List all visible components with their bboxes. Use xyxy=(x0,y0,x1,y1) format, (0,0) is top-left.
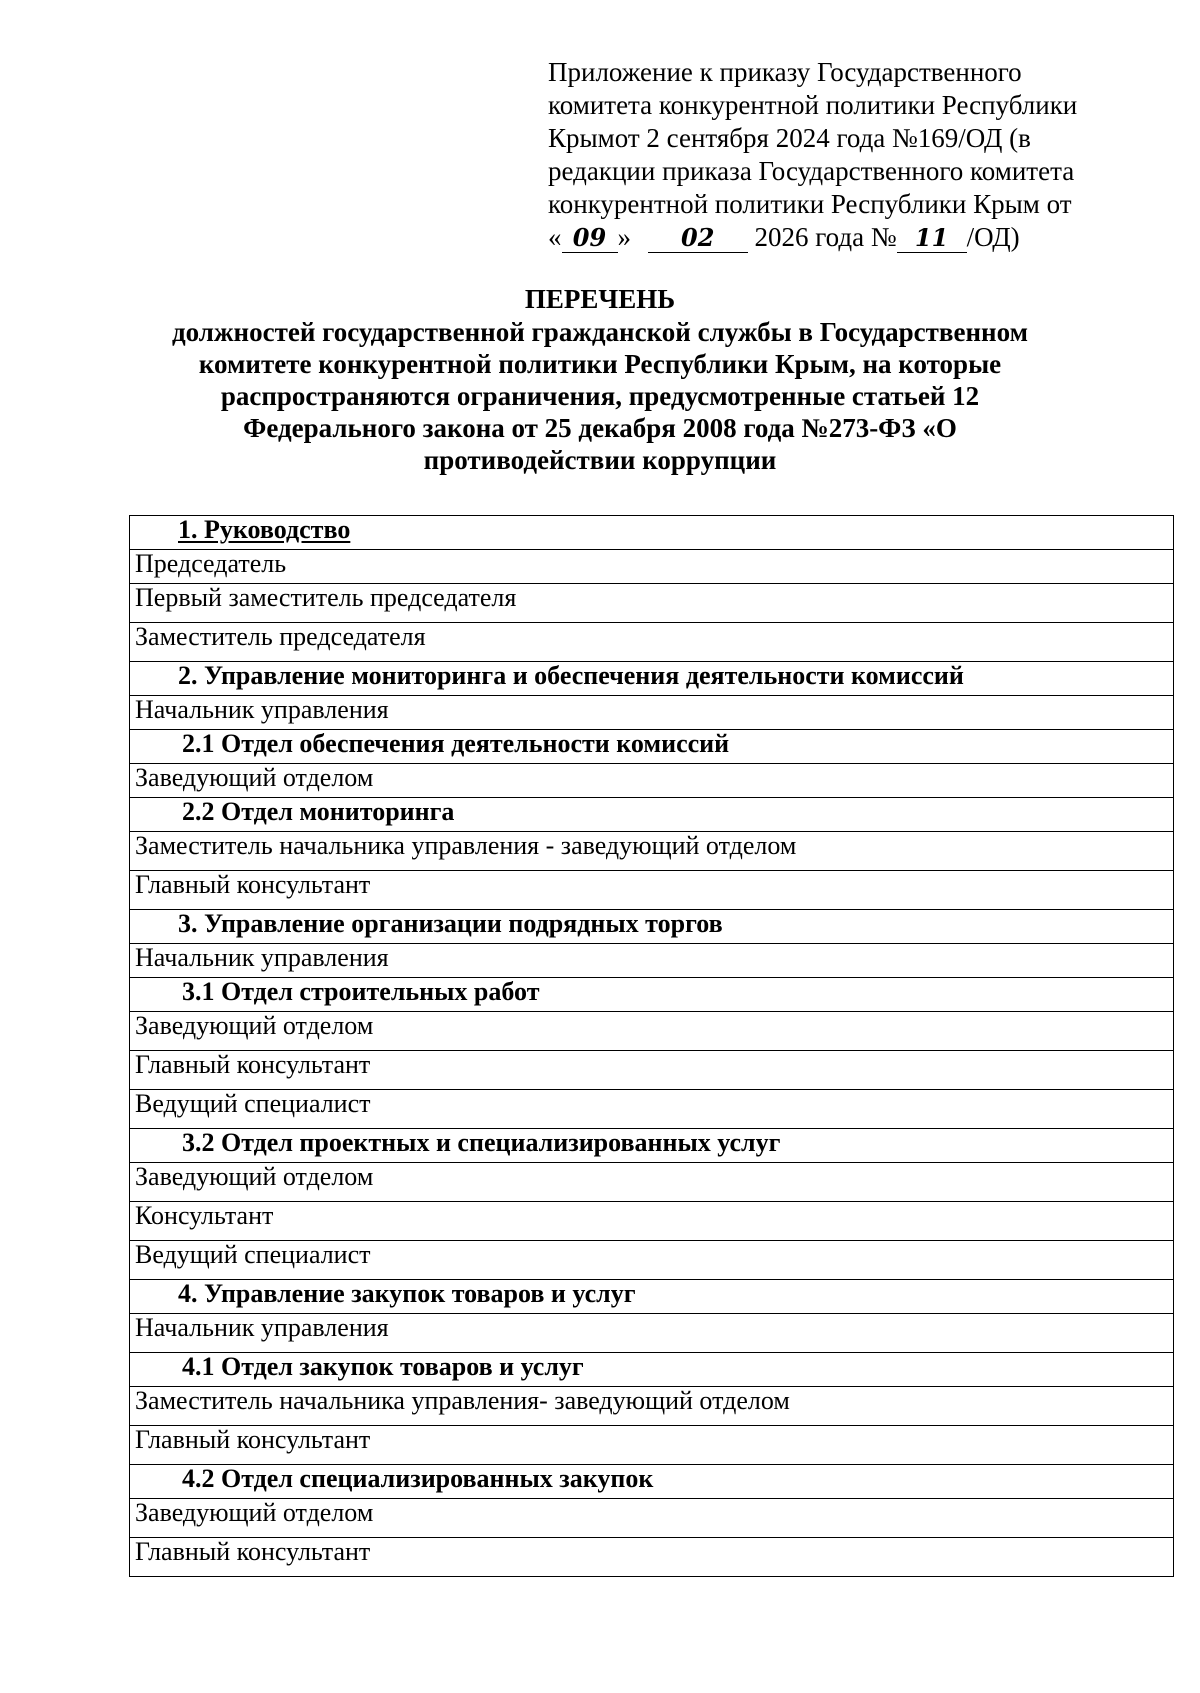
position-row xyxy=(130,1538,1174,1577)
document-title xyxy=(120,283,1080,476)
handwritten-month: 02 xyxy=(648,224,748,253)
position-name: Главный консультант xyxy=(130,1426,1174,1465)
title-line: противодействии коррупции xyxy=(423,445,777,475)
position-name: Первый заместитель председателя xyxy=(130,584,1174,623)
position-row xyxy=(130,1314,1174,1353)
handwritten-order-number: 11 xyxy=(897,224,967,253)
order-suffix: /ОД) xyxy=(966,222,1020,252)
section-row xyxy=(130,1280,1174,1314)
positions-table xyxy=(129,515,1174,1577)
section-title: 3. Управление организации подрядных торгов xyxy=(130,910,1174,944)
position-name: Заведующий отделом xyxy=(130,1012,1174,1051)
subsection-row xyxy=(130,1465,1174,1499)
position-row xyxy=(130,1426,1174,1465)
position-row xyxy=(130,1241,1174,1280)
title-heading: ПЕРЕЧЕНЬ xyxy=(524,284,676,314)
position-name: Заведующий отделом xyxy=(130,764,1174,798)
date-year-text: 2026 года № xyxy=(754,222,897,252)
position-row xyxy=(130,832,1174,871)
section-title: 2.2 Отдел мониторинга xyxy=(130,798,1174,832)
section-title: 2.1 Отдел обеспечения деятельности комиссий xyxy=(130,730,1174,764)
position-name: Главный консультант xyxy=(130,871,1174,910)
section-title: 3.2 Отдел проектных и специализированных услуг xyxy=(130,1129,1174,1163)
position-row xyxy=(130,1051,1174,1090)
position-row xyxy=(130,1090,1174,1129)
section-title: 1. Руководство xyxy=(130,516,1174,550)
position-row xyxy=(130,1387,1174,1426)
position-row xyxy=(130,1012,1174,1051)
position-row xyxy=(130,1499,1174,1538)
date-close-quote: » xyxy=(617,222,631,252)
annex-line: Крымот 2 сентября 2024 года №169/ОД (в xyxy=(548,123,1031,153)
position-name: Начальник управления xyxy=(130,696,1174,730)
section-title: 4.2 Отдел специализированных закупок xyxy=(130,1465,1174,1499)
position-row xyxy=(130,764,1174,798)
position-name: Председатель xyxy=(130,550,1174,584)
section-title: 4.1 Отдел закупок товаров и услуг xyxy=(130,1353,1174,1387)
section-row xyxy=(130,910,1174,944)
title-line: Федерального закона от 25 декабря 2008 года №273-ФЗ «О xyxy=(243,413,957,443)
annex-line: конкурентной политики Республики Крым от xyxy=(548,189,1072,219)
position-name: Ведущий специалист xyxy=(130,1241,1174,1280)
section-title: 2. Управление мониторинга и обеспечения деятельности комиссий xyxy=(130,662,1174,696)
subsection-row xyxy=(130,730,1174,764)
position-name: Заведующий отделом xyxy=(130,1499,1174,1538)
position-name: Начальник управления xyxy=(130,944,1174,978)
date-open-quote: « xyxy=(548,222,562,252)
annex-line: комитета конкурентной политики Республики xyxy=(548,90,1078,120)
position-name: Заместитель начальника управления - заведующий отделом xyxy=(130,832,1174,871)
position-name: Заместитель начальника управления- заведующий отделом xyxy=(130,1387,1174,1426)
position-row xyxy=(130,1202,1174,1241)
section-title: 3.1 Отдел строительных работ xyxy=(130,978,1174,1012)
position-row xyxy=(130,944,1174,978)
section-title: 4. Управление закупок товаров и услуг xyxy=(130,1280,1174,1314)
annex-line: редакции приказа Государственного комитета xyxy=(548,156,1075,186)
position-row xyxy=(130,871,1174,910)
section-row xyxy=(130,662,1174,696)
title-line: распространяются ограничения, предусмотренные статьей 12 xyxy=(220,381,980,411)
position-name: Главный консультант xyxy=(130,1051,1174,1090)
subsection-row xyxy=(130,1129,1174,1163)
position-row xyxy=(130,623,1174,662)
subsection-row xyxy=(130,1353,1174,1387)
position-row xyxy=(130,1163,1174,1202)
subsection-row xyxy=(130,978,1174,1012)
subsection-row xyxy=(130,798,1174,832)
position-row xyxy=(130,584,1174,623)
position-name: Консультант xyxy=(130,1202,1174,1241)
position-name: Заместитель председателя xyxy=(130,623,1174,662)
annex-block xyxy=(548,56,1168,254)
title-line: должностей государственной гражданской службы в Государственном xyxy=(172,317,1028,347)
annex-date-line xyxy=(548,221,1168,254)
section-row xyxy=(130,516,1174,550)
annex-line: Приложение к приказу Государственного xyxy=(548,57,1022,87)
title-line: комитете конкурентной политики Республики Крым, на которые xyxy=(198,349,1002,379)
position-name: Главный консультант xyxy=(130,1538,1174,1577)
position-row xyxy=(130,550,1174,584)
position-row xyxy=(130,696,1174,730)
position-name: Заведующий отделом xyxy=(130,1163,1174,1202)
position-name: Ведущий специалист xyxy=(130,1090,1174,1129)
handwritten-day: 09 xyxy=(562,224,618,253)
position-name: Начальник управления xyxy=(130,1314,1174,1353)
